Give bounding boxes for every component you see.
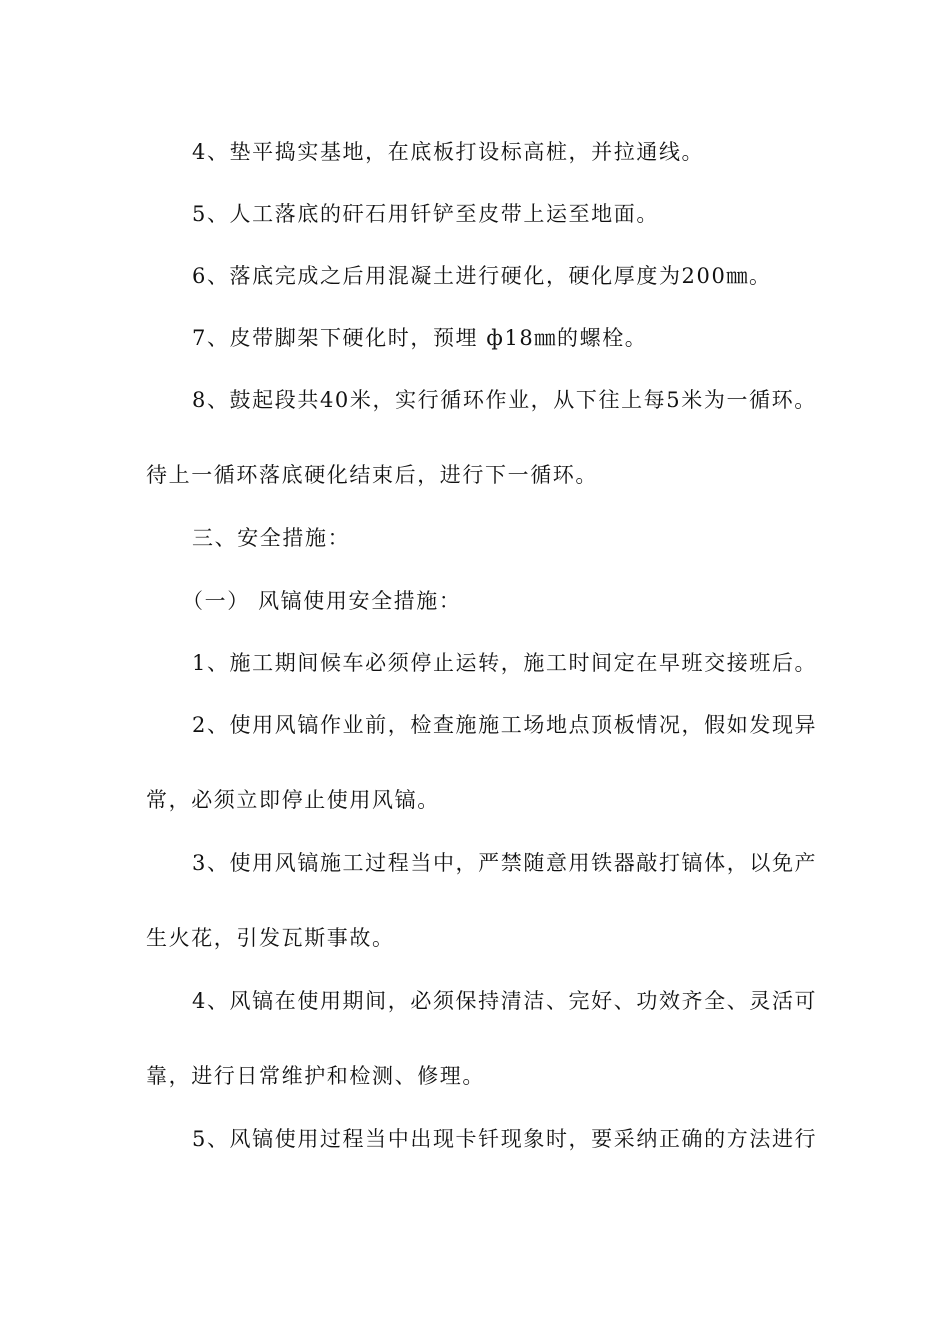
subsection-heading: （一） 风镐使用安全措施： [182, 589, 462, 613]
safety-item-4: 4、风镐在使用期间，必须保持清洁、完好、功效齐全、灵活可 [192, 989, 818, 1013]
safety-item-1: 1、施工期间候车必须停止运转，施工时间定在早班交接班后。 [192, 651, 818, 675]
safety-item-2: 2、使用风镐作业前，检查施施工场地点顶板情况，假如发现异 [192, 713, 818, 737]
paragraph-7: 7、皮带脚架下硬化时，预埋 ф18㎜的螺栓。 [192, 326, 648, 350]
safety-item-4-continuation: 靠，进行日常维护和检测、修理。 [146, 1064, 485, 1088]
paragraph-8-continuation: 待上一循环落底硬化结束后，进行下一循环。 [146, 463, 598, 487]
safety-item-3-continuation: 生火花，引发瓦斯事故。 [146, 926, 395, 950]
section-heading: 三、安全措施： [192, 526, 351, 550]
paragraph-5: 5、人工落底的矸石用钎铲至皮带上运至地面。 [192, 202, 659, 226]
safety-item-3: 3、使用风镐施工过程当中，严禁随意用铁器敲打镐体，以免产 [192, 851, 818, 875]
safety-item-2-continuation: 常，必须立即停止使用风镐。 [146, 788, 440, 812]
paragraph-4: 4、垫平捣实基地，在底板打设标高桩，并拉通线。 [192, 140, 705, 164]
paragraph-6: 6、落底完成之后用混凝土进行硬化，硬化厚度为200㎜。 [192, 264, 772, 288]
paragraph-8: 8、鼓起段共40米，实行循环作业，从下往上每5米为一循环。 [192, 388, 817, 412]
safety-item-5: 5、风镐使用过程当中出现卡钎现象时，要采纳正确的方法进行 [192, 1127, 818, 1151]
